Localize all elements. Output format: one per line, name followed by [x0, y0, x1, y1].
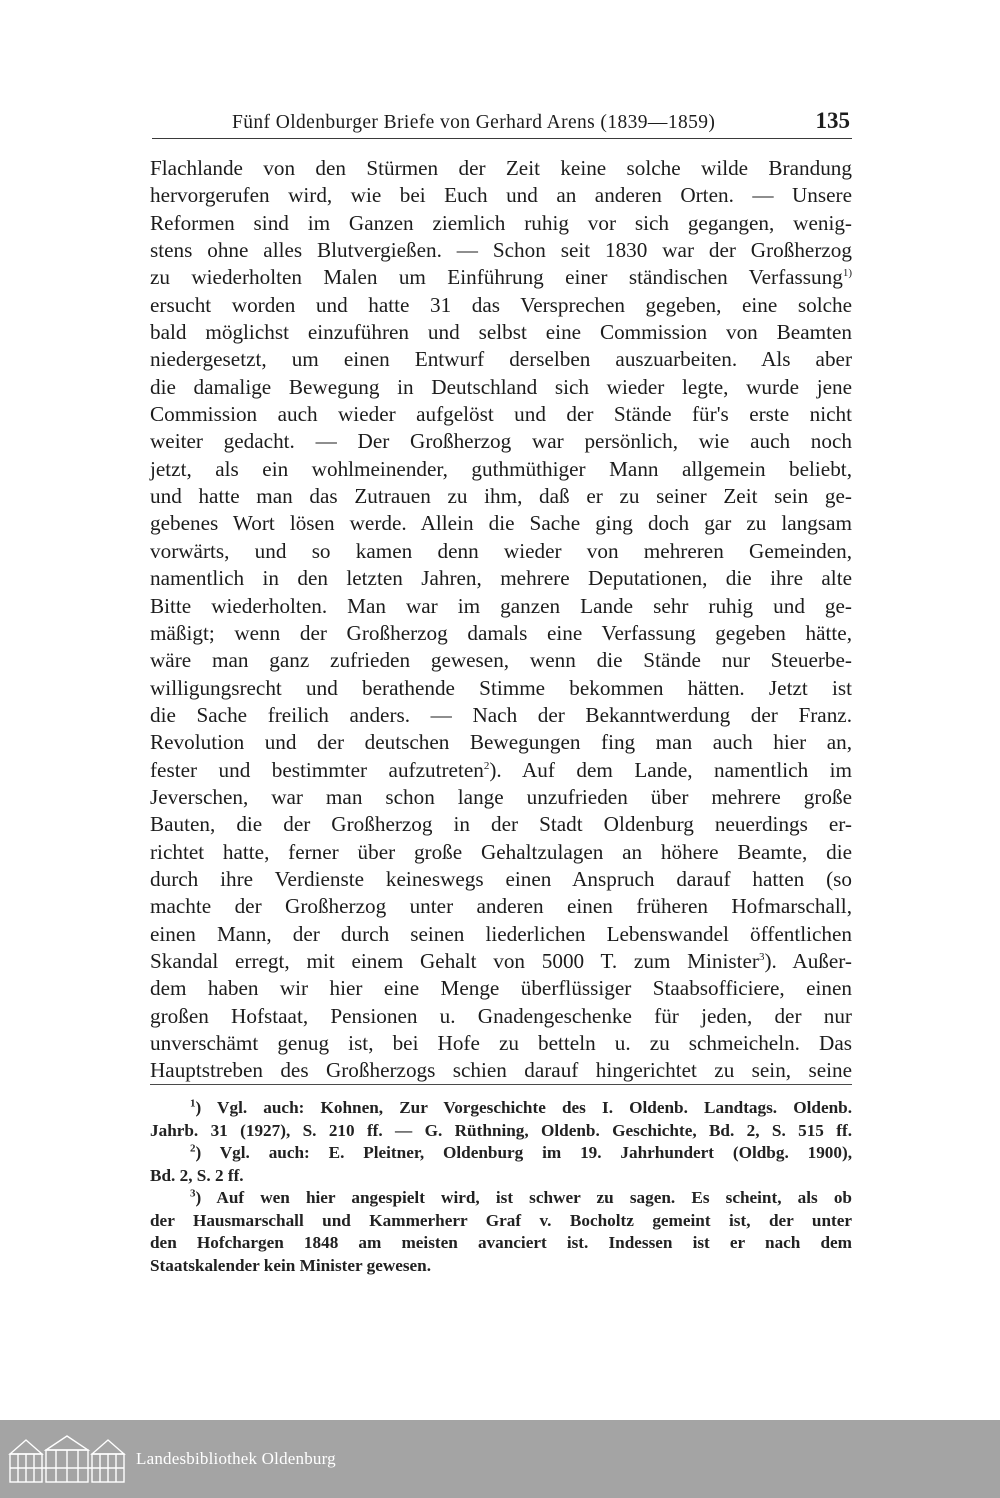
- text-line: niedergesetzt, um einen Entwurf derselben auszuarbeiten. Als aber: [150, 347, 852, 372]
- page-header: [152, 100, 852, 139]
- text-segment: fester und bestimmter aufzutreten: [150, 757, 484, 782]
- text-line: [150, 948, 852, 975]
- footnote-1-line: $^1$) Vgl. auch: Kohnen, Zur Vorgeschichte des I. Oldenb. Landtags. Oldenb.: [190, 1097, 852, 1117]
- text-line: bald möglichst einzuführen und selbst eine Commission von Beamten: [150, 320, 852, 345]
- text-line: gebenes Wort lösen werde. Allein die Sache ging doch gar zu langsam: [150, 511, 852, 536]
- library-name: Landesbibliothek Oldenburg: [136, 1449, 336, 1468]
- text-line: [150, 264, 852, 291]
- footnote-mark: 3: [190, 1187, 196, 1200]
- footnote-ref: 1): [842, 267, 852, 280]
- footnote-divider: [150, 1084, 852, 1085]
- footnotes: [150, 1097, 852, 1277]
- footnote-2-line: Bd. 2, S. 2 ff.: [150, 1165, 244, 1185]
- text-line: jetzt, als ein wohlmeinender, guthmüthiger Mann allgemein beliebt,: [150, 456, 852, 481]
- footnote-ref: 2: [483, 759, 490, 772]
- text-line: Jeverschen, war man schon lange unzufrieden über mehrere große: [150, 784, 852, 809]
- text-line: Revolution und der deutschen Bewegungen fing man auch hier an,: [150, 730, 852, 755]
- text-line: stens ohne alles Blutvergießen. — Schon seit 1830 war der Großherzog: [150, 238, 852, 263]
- text-line: richtet hatte, ferner über große Gehaltzulagen an höhere Beamte, die: [150, 839, 852, 864]
- footnote-3-line: den Hofchargen 1848 am meisten avanciert ist. Indessen ist er nach dem: [150, 1233, 852, 1252]
- footnote-mark: 1: [190, 1097, 196, 1110]
- text-line: [150, 757, 852, 784]
- text-line: die damalige Bewegung in Deutschland sich wieder legte, wurde jene: [150, 374, 852, 399]
- text-segment: ). Auf dem Lande, namentlich im: [489, 757, 852, 782]
- text-line: hervorgerufen wird, wie bei Euch und an anderen Orten. — Unsere: [150, 183, 852, 208]
- text-line: unverschämt genug ist, bei Hofe zu betteln u. zu schmeicheln. Das: [150, 1031, 852, 1055]
- library-footer-bar: [0, 1420, 1000, 1498]
- text-line: Flachlande von den Stürmen der Zeit keine solche wilde Brandung: [150, 156, 852, 180]
- text-line: willigungsrecht und berathende Stimme bekommen hätten. Jetzt ist: [150, 675, 852, 700]
- text-line: und hatte man das Zutrauen zu ihm, daß er zu seiner Zeit sein ge-: [150, 484, 852, 509]
- text-segment: Skandal erregt, mit einem Gehalt von 5000 T. zum Minister: [150, 948, 759, 973]
- text-line: mäßigt; wenn der Großherzog damals eine Verfassung gegeben hätte,: [150, 620, 852, 645]
- body-text: [150, 155, 852, 1085]
- footnote-mark: 2: [190, 1142, 196, 1155]
- text-line: die Sache freilich anders. — Nach der Bekanntwerdung der Franz.: [150, 702, 852, 727]
- footnote-1-line: Jahrb. 31 (1927), S. 210 ff. — G. Rüthning, Oldenb. Geschichte, Bd. 2, S. 515 ff.: [150, 1120, 852, 1140]
- text-line: durch ihre Verdienste keineswegs einen Anspruch darauf hatten (so: [150, 866, 852, 891]
- running-title: Fünf Oldenburger Briefe von Gerhard Arens (1839—1859): [232, 112, 716, 133]
- footnote-3-line: Staatskalender kein Minister gewesen.: [150, 1255, 432, 1275]
- text-line: vorwärts, und so kamen denn wieder von mehreren Gemeinden,: [150, 538, 852, 563]
- text-line: ersucht worden und hatte 31 das Versprechen gegeben, eine solche: [150, 292, 852, 317]
- text-line: einen Mann, der durch seinen liederlichen Lebenswandel öffentlichen: [150, 921, 852, 946]
- text-line: wäre man ganz zufrieden gewesen, wenn die Stände nur Steuerbe-: [150, 648, 852, 673]
- text-line: machte der Großherzog unter anderen einen früheren Hofmarschall,: [150, 894, 852, 919]
- footnote-ref: 3: [758, 950, 765, 963]
- text-line: Bitte wiederholten. Man war im ganzen Lande sehr ruhig und ge-: [150, 593, 852, 618]
- text-line: Bauten, die der Großherzog in der Stadt Oldenburg neuerdings er-: [150, 812, 852, 837]
- footnote-2-line: $^2$) Vgl. auch: E. Pleitner, Oldenburg im 19. Jahrhundert (Oldbg. 1900),: [190, 1142, 852, 1162]
- page-number: 135: [815, 108, 850, 133]
- text-line: namentlich in den letzten Jahren, mehrere Deputationen, die ihre alte: [150, 566, 852, 591]
- text-line: Hauptstreben des Großherzogs schien darauf hingerichtet zu sein, seine: [150, 1058, 852, 1083]
- footnote-3-line: der Hausmarschall und Kammerherr Graf v. Bocholtz gemeint ist, der unter: [150, 1210, 852, 1230]
- text-line: Commission auch wieder aufgelöst und der Stände für's erste nicht: [150, 402, 852, 427]
- footnote-3-line: $^3$) Auf wen hier angespielt wird, ist schwer zu sagen. Es scheint, als ob: [190, 1187, 852, 1207]
- text-segment: ). Außer-: [764, 948, 852, 973]
- text-line: weiter gedacht. — Der Großherzog war persönlich, wie auch noch: [150, 429, 852, 454]
- text-line: Reformen sind im Ganzen ziemlich ruhig vor sich gegangen, wenig-: [150, 210, 852, 235]
- library-building-icon: [6, 1432, 128, 1486]
- text-segment: zu wiederholten Malen um Einführung einer ständischen Verfassung: [150, 265, 843, 290]
- text-line: großen Hofstaat, Pensionen u. Gnadengeschenke für jeden, der nur: [150, 1003, 852, 1028]
- text-line: dem haben wir hier eine Menge überflüssiger Staabsofficiere, einen: [150, 976, 852, 1001]
